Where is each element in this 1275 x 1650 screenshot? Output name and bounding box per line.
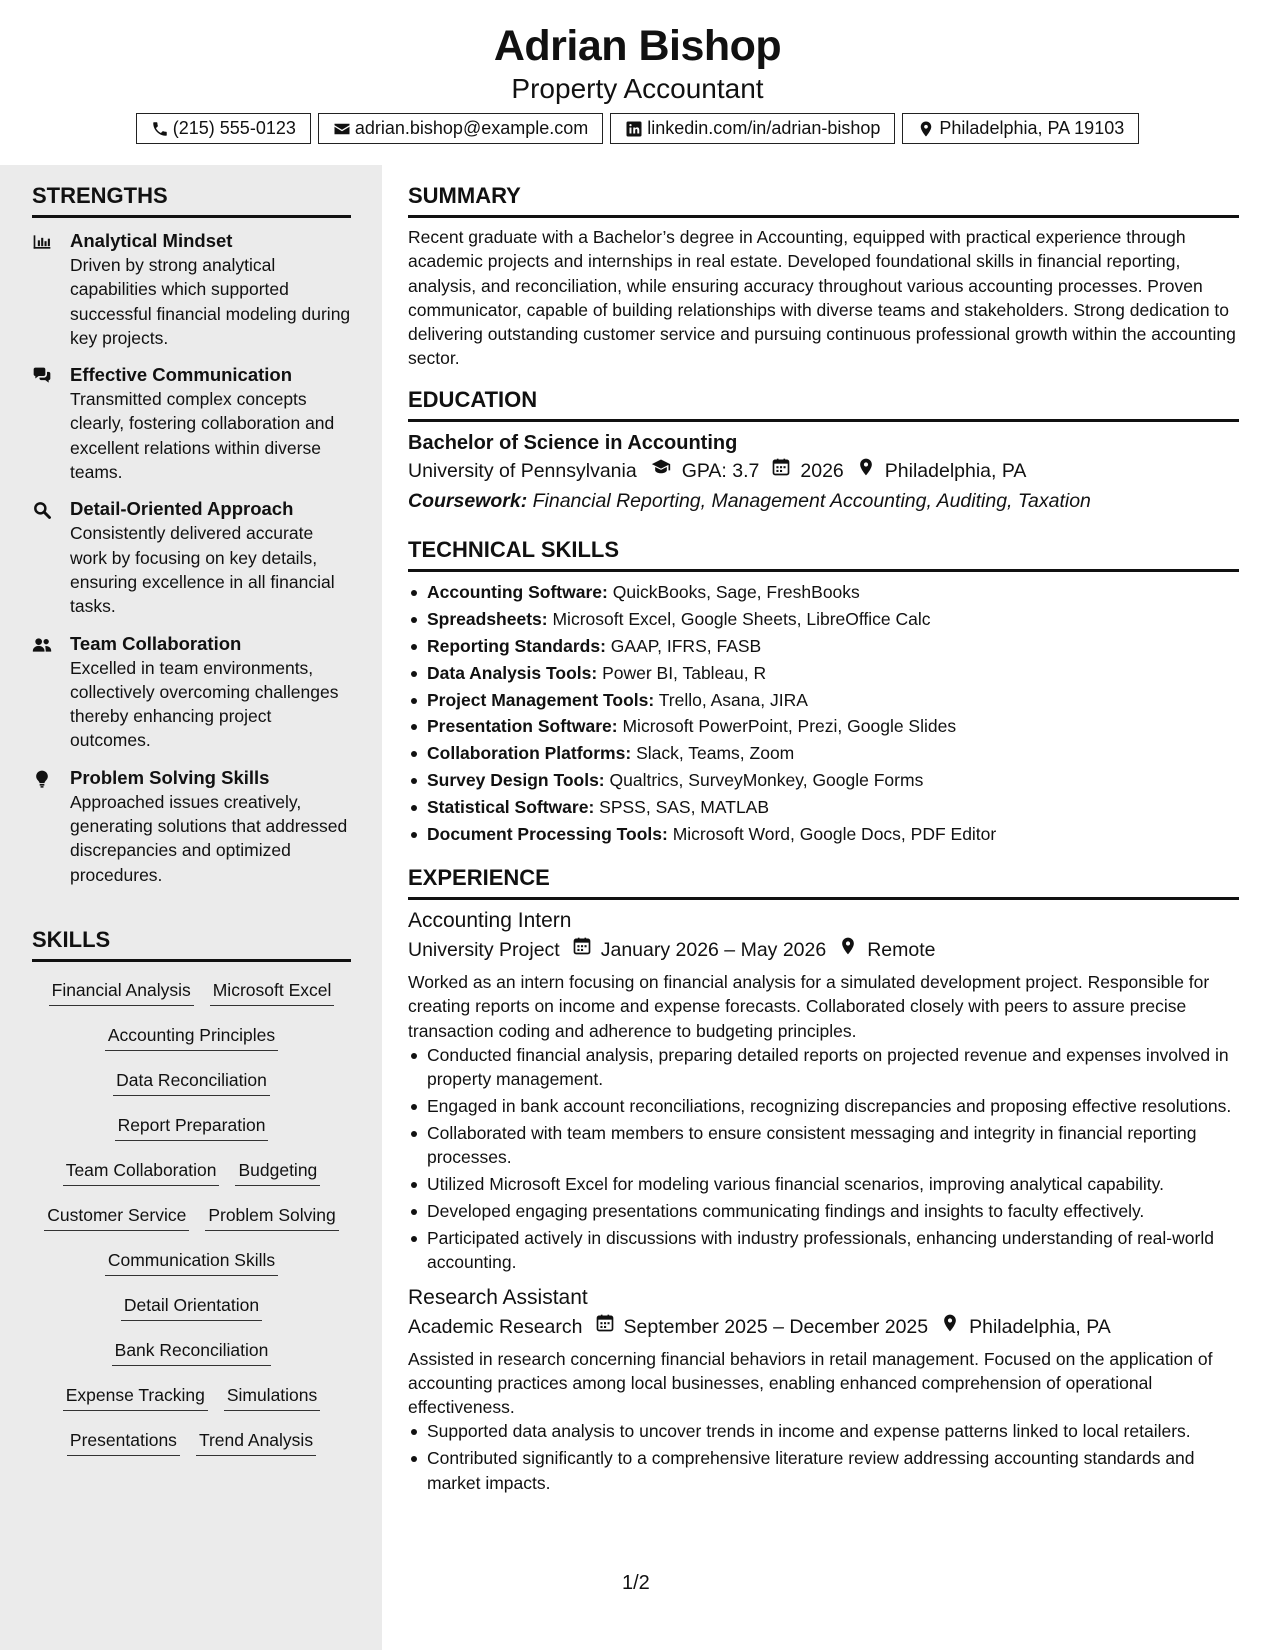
strengths-heading: STRENGTHS (32, 183, 351, 218)
job-meta (408, 935, 1239, 965)
envelope-icon (333, 120, 351, 138)
summary-text: Recent graduate with a Bachelor’s degree in Accounting, equipped with practical experience through academic projects and internships in real estate. Developed foundational skills in financial reporting, analysis, and reconciliation, while ensuring accuracy throughout various accounting processes. Proven communicator, capable of building relationships with diverse teams and stakeholders. Strong dedication to delivering outstanding customer service and pursuing continuous professional growth within the accounting sector. (408, 227, 1236, 369)
skills-list (32, 978, 351, 1473)
skill-row (32, 1203, 351, 1248)
contact-phone[interactable] (136, 113, 311, 144)
map-pin-icon (917, 120, 935, 138)
map-pin-icon (928, 1312, 969, 1342)
job-description: Worked as an intern focusing on financial analysis for a simulated development project. Responsible for creating reports on income and expense forecasts. Collaborated closely with peers to assure precise transaction coding and adherence to budgeting principles. (408, 972, 1210, 1041)
skill-value: GAAP, IFRS, FASB (610, 635, 762, 656)
skill-tag: Accounting Principles (105, 1023, 278, 1051)
experience-section (408, 865, 1239, 1498)
users-icon (32, 632, 54, 753)
list-item (408, 634, 1239, 658)
list-item (408, 768, 1239, 792)
skill-value: Qualtrics, SurveyMonkey, Google Forms (609, 770, 924, 791)
technical-skills-section (408, 537, 1239, 849)
skill-value: Microsoft Excel, Google Sheets, LibreOffice Calc (552, 608, 931, 629)
job-location: Remote (867, 939, 936, 961)
skill-label: Spreadsheets: (427, 608, 548, 629)
strength-item (32, 363, 351, 484)
lightbulb-icon (32, 766, 54, 887)
skill-row (32, 1158, 351, 1203)
contact-linkedin-text: linkedin.com/in/adrian-bishop (647, 118, 881, 138)
calendar-icon (560, 935, 601, 965)
graduation-cap-icon (637, 456, 682, 486)
skill-tag: Simulations (224, 1383, 320, 1411)
skill-tag: Expense Tracking (63, 1383, 208, 1411)
job-entry (408, 907, 1239, 1275)
contact-location[interactable] (902, 113, 1139, 144)
job-bullets (408, 1043, 1239, 1275)
skill-tag: Team Collaboration (63, 1158, 220, 1186)
skill-label: Project Management Tools: (427, 689, 655, 710)
skill-tag: Data Reconciliation (113, 1068, 270, 1096)
contact-linkedin[interactable] (610, 113, 895, 144)
contact-bar (0, 113, 1275, 144)
contact-location-text: Philadelphia, PA 19103 (939, 118, 1125, 138)
contact-email[interactable] (318, 113, 603, 144)
job-meta (408, 1312, 1239, 1342)
degree-title: Bachelor of Science in Accounting (408, 432, 738, 454)
list-item (408, 795, 1239, 819)
skill-value: SPSS, SAS, MATLAB (599, 797, 770, 818)
skill-tag: Budgeting (235, 1158, 320, 1186)
phone-icon (151, 120, 169, 138)
list-item: Conducted financial analysis, preparing detailed reports on projected revenue and expenses involved in property management. (408, 1043, 1239, 1092)
summary-heading: SUMMARY (408, 183, 1239, 218)
job-entry (408, 1284, 1239, 1495)
contact-email-text: adrian.bishop@example.com (354, 118, 589, 138)
map-pin-icon (844, 456, 885, 486)
list-item (408, 822, 1239, 846)
sidebar (0, 165, 382, 1650)
calendar-icon (583, 1312, 624, 1342)
coursework-list: Financial Reporting, Management Accounting, Auditing, Taxation (532, 490, 1091, 512)
job-organization: University Project (408, 939, 560, 961)
list-item (408, 688, 1239, 712)
coursework-label: Coursework: (408, 490, 528, 512)
skill-tag: Financial Analysis (49, 978, 194, 1006)
strength-title: Detail-Oriented Approach (70, 498, 294, 520)
list-item: Developed engaging presentations communicating findings and insights to faculty effectively. (408, 1199, 1239, 1223)
page-number: 1/2 (622, 1572, 650, 1594)
calendar-icon (759, 456, 800, 486)
skill-tag: Trend Analysis (196, 1428, 316, 1456)
list-item: Collaborated with team members to ensure consistent messaging and integrity in financial reporting processes. (408, 1121, 1239, 1170)
job-dates: September 2025 – December 2025 (623, 1315, 929, 1338)
strength-description: Excelled in team environments, collectively overcoming challenges thereby enhancing project outcomes. (70, 657, 339, 751)
skill-tag: Detail Orientation (121, 1293, 262, 1321)
school-name: University of Pennsylvania (408, 460, 637, 482)
job-role: Accounting Intern (408, 909, 572, 932)
skill-value: QuickBooks, Sage, FreshBooks (612, 582, 860, 602)
job-bullets (408, 1419, 1239, 1494)
candidate-name: Adrian Bishop (493, 22, 782, 70)
skill-value: Power BI, Tableau, R (602, 662, 767, 683)
skill-tag: Bank Reconciliation (112, 1338, 272, 1366)
education-location: Philadelphia, PA (884, 460, 1027, 482)
skill-tag: Problem Solving (205, 1203, 338, 1231)
experience-heading: EXPERIENCE (408, 865, 1239, 900)
strength-item (32, 497, 351, 618)
list-item (408, 580, 1239, 604)
skill-label: Reporting Standards: (427, 635, 606, 656)
skill-label: Accounting Software: (427, 582, 608, 602)
linkedin-icon (625, 120, 643, 138)
job-role: Research Assistant (408, 1285, 588, 1309)
strength-item (32, 229, 351, 350)
job-title: Property Accountant (511, 73, 764, 104)
skill-tag: Customer Service (44, 1203, 189, 1231)
skills-heading: SKILLS (32, 927, 351, 962)
skill-label: Document Processing Tools: (427, 824, 668, 845)
chat-bubbles-icon (32, 363, 54, 484)
education-meta (408, 456, 1239, 486)
skill-label: Statistical Software: (427, 797, 595, 818)
graduation-year: 2026 (800, 460, 844, 482)
map-pin-icon (826, 935, 867, 965)
strength-item (32, 766, 351, 887)
list-item (408, 607, 1239, 631)
education-heading: EDUCATION (408, 387, 1239, 422)
strength-title: Team Collaboration (70, 632, 242, 654)
gpa: GPA: 3.7 (681, 460, 760, 482)
job-organization: Academic Research (408, 1315, 583, 1338)
strength-description: Consistently delivered accurate work by focusing on key details, ensuring excellence in all financial tasks. (70, 523, 335, 617)
job-dates: January 2026 – May 2026 (600, 939, 827, 961)
skill-row (32, 1248, 351, 1293)
list-item: Participated actively in discussions with industry professionals, enhancing understanding of real-world accounting. (408, 1226, 1239, 1275)
education-section (408, 387, 1239, 516)
list-item: Engaged in bank account reconciliations, recognizing discrepancies and proposing effective resolutions. (408, 1094, 1239, 1118)
job-location: Philadelphia, PA (969, 1315, 1111, 1338)
skill-value: Microsoft Word, Google Docs, PDF Editor (672, 824, 997, 845)
list-item: Utilized Microsoft Excel for modeling various financial scenarios, improving analytical capability. (408, 1172, 1239, 1196)
skill-row (32, 978, 351, 1023)
skill-tag: Presentations (67, 1428, 180, 1456)
contact-phone-text: (215) 555-0123 (172, 118, 296, 138)
list-item: Supported data analysis to uncover trends in income and expense patterns linked to local retailers. (408, 1419, 1239, 1443)
skill-tag: Report Preparation (115, 1113, 269, 1141)
skill-tag: Microsoft Excel (210, 978, 335, 1006)
skill-label: Survey Design Tools: (427, 770, 605, 791)
strength-item (32, 632, 351, 753)
resume-header (0, 0, 1275, 165)
skill-label: Data Analysis Tools: (427, 662, 598, 683)
strength-description: Driven by strong analytical capabilities which supported successful financial modeling during key projects. (70, 255, 351, 348)
skill-label: Collaboration Platforms: (427, 743, 632, 764)
search-icon (32, 497, 54, 618)
skill-row (32, 1383, 351, 1428)
skill-row (32, 1293, 351, 1338)
technical-skills-heading: TECHNICAL SKILLS (408, 537, 1239, 572)
list-item (408, 661, 1239, 685)
list-item (408, 714, 1239, 738)
list-item: Contributed significantly to a comprehensive literature review addressing accounting standards and market impacts. (408, 1446, 1239, 1495)
strength-title: Problem Solving Skills (70, 766, 270, 788)
list-item (408, 741, 1239, 765)
strengths-list (32, 229, 351, 900)
skill-row (32, 1338, 351, 1383)
bar-chart-icon (32, 229, 54, 350)
skill-value: Trello, Asana, JIRA (658, 689, 808, 710)
job-description: Assisted in research concerning financial behaviors in retail management. Focused on the application of accounting practices among local businesses, enabling enhanced comprehension of operational effectiveness. (408, 1348, 1213, 1418)
skill-label: Presentation Software: (427, 716, 618, 737)
skill-row (32, 1068, 351, 1113)
strength-title: Analytical Mindset (70, 230, 233, 251)
skill-value: Slack, Teams, Zoom (636, 743, 795, 764)
skill-row (32, 1428, 351, 1473)
summary-section (408, 183, 1239, 371)
strength-description: Approached issues creatively, generating solutions that addressed discrepancies and optimized procedures. (70, 791, 348, 885)
strength-title: Effective Communication (70, 364, 293, 386)
technical-skills-list (408, 580, 1239, 846)
strength-description: Transmitted complex concepts clearly, fostering collaboration and excellent relations within diverse teams. (70, 389, 335, 483)
skill-value: Microsoft PowerPoint, Prezi, Google Slides (622, 716, 957, 737)
skill-row (32, 1023, 351, 1068)
skill-tag: Communication Skills (105, 1248, 278, 1276)
skill-row (32, 1113, 351, 1158)
coursework (408, 486, 1239, 516)
